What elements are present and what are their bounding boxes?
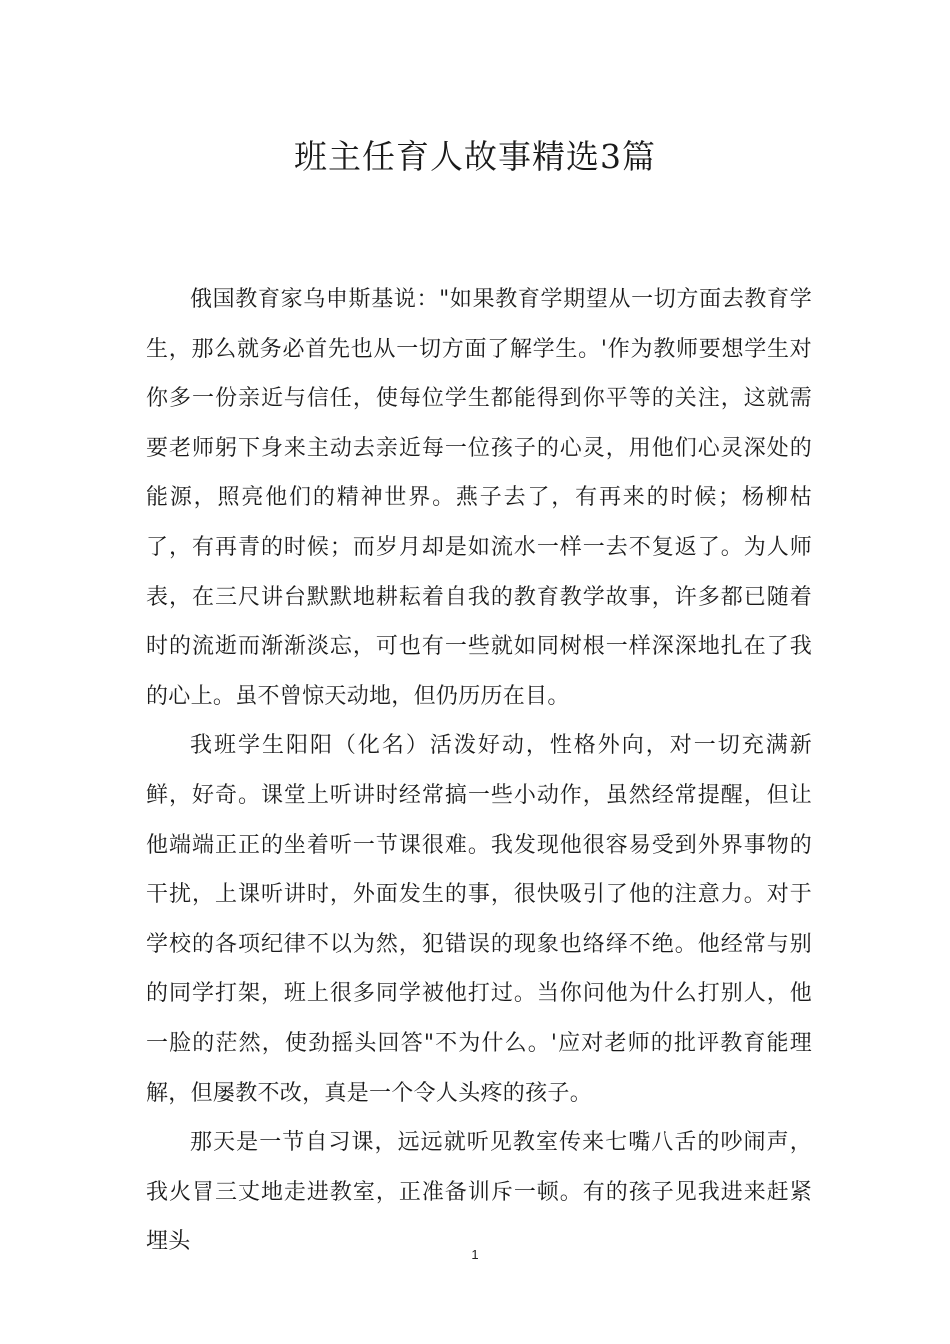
paragraph: 那天是一节自习课，远远就听见教室传来七嘴八舌的吵闹声，我火冒三丈地走进教室，正准备训斥一顿。有的孩子见我进来赶紧埋头	[146, 1130, 812, 1255]
page-number: 1	[471, 1247, 479, 1262]
paragraph: 我班学生阳阳（化名）活泼好动，性格外向，对一切充满新鲜，好奇。课堂上听讲时经常搞一些小动作，虽然经常提醒，但让他端端正正的坐着听一节课很难。我发现他很容易受到外界事物的干扰，上课听讲时，外面发生的事，很快吸引了他的注意力。对于学校的各项纪律不以为然，犯错误的现象也络绎不绝。他经常与别的同学打架，班上很多同学被他打过。当你问他为什么打别人，他一脸的茫然，使劲摇头回答"不为什么。'应对老师的批评教育能理解，但屡教不改，真是一个令人头疼的孩子。	[146, 733, 812, 1106]
paragraph: 俄国教育家乌申斯基说："如果教育学期望从一切方面去教育学生，那么就务必首先也从一切方面了解学生。'作为教师要想学生对你多一份亲近与信任，使每位学生都能得到你平等的关注，这就需要老师躬下身来主动去亲近每一位孩子的心灵，用他们心灵深处的能源，照亮他们的精神世界。燕子去了，有再来的时候；杨柳枯了，有再青的时候；而岁月却是如流水一样一去不复返了。为人师表，在三尺讲台默默地耕耘着自我的教育教学故事，许多都已随着时的流逝而渐渐淡忘，可也有一些就如同树根一样深深地扎在了我的心上。虽不曾惊天动地，但仍历历在目。	[146, 287, 812, 709]
document-title: 班主任育人故事精选3篇	[294, 137, 656, 176]
document-body	[146, 275, 812, 1267]
